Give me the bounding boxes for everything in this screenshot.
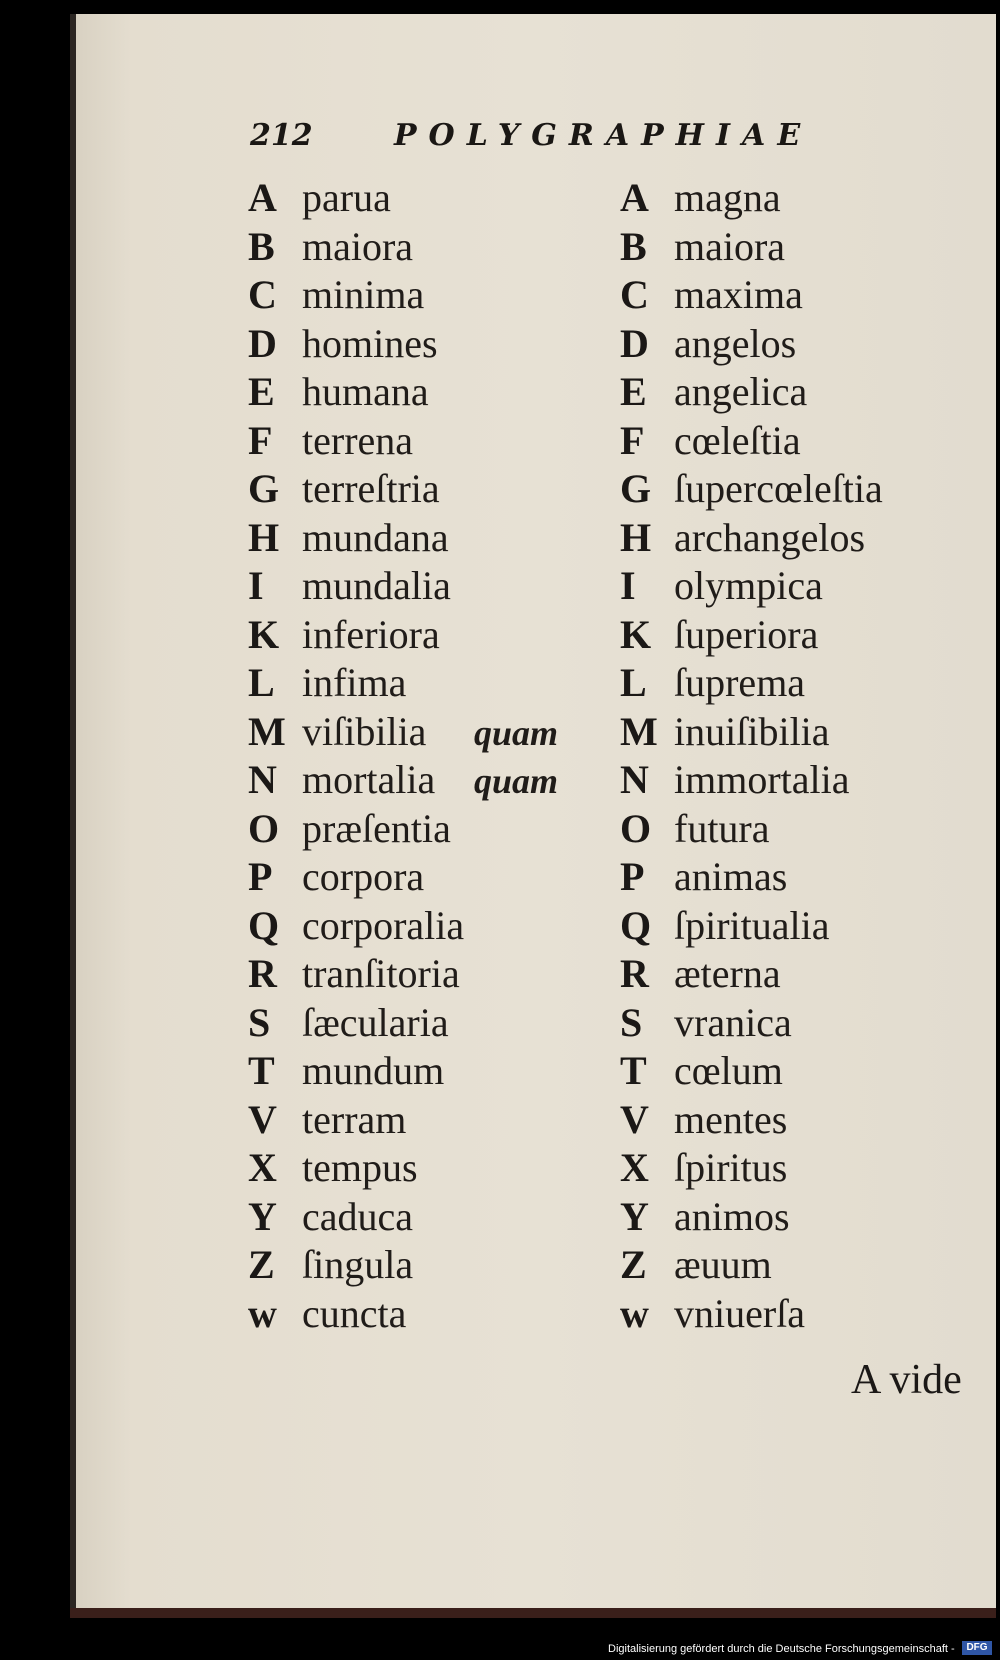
cipher-word: archangelos: [674, 514, 866, 560]
book-page: [70, 14, 996, 1614]
cipher-word: viſibilia: [302, 708, 427, 754]
cipher-letter: w: [620, 1290, 649, 1336]
cipher-letter: A: [620, 175, 649, 220]
cipher-letter: X: [248, 1145, 277, 1190]
page-number: 212: [250, 118, 313, 153]
cipher-word: ſæcularia: [302, 999, 449, 1045]
cipher-word: ſpiritualia: [674, 902, 830, 948]
cipher-word: animas: [674, 854, 788, 899]
cipher-letter: I: [620, 563, 636, 608]
cipher-letter: K: [248, 611, 280, 657]
cipher-word: vniuerſa: [674, 1290, 806, 1336]
cipher-letter: D: [248, 320, 277, 366]
cipher-word: terram: [302, 1096, 407, 1142]
cipher-word: angelica: [674, 369, 808, 414]
cipher-letter: B: [248, 223, 275, 269]
cipher-word: inferiora: [302, 611, 440, 657]
cipher-letter: H: [248, 514, 280, 560]
cipher-letter: T: [248, 1048, 275, 1093]
cipher-word: maiora: [674, 223, 786, 269]
cipher-letter: Q: [620, 902, 652, 948]
page-header: [76, 112, 1000, 154]
cipher-word: corporalia: [302, 902, 465, 948]
cipher-letter: N: [248, 757, 277, 802]
page-bottom-edge: [70, 1608, 996, 1618]
cipher-letter: A: [248, 175, 277, 220]
cipher-word: cœleſtia: [674, 417, 801, 463]
cipher-letter: N: [620, 757, 649, 802]
cipher-word: olympica: [674, 563, 823, 608]
cipher-letter: B: [620, 223, 647, 269]
cipher-letter: C: [620, 272, 649, 317]
cipher-letter: Z: [248, 1242, 275, 1287]
cipher-word: mundalia: [302, 563, 451, 608]
cipher-word: ſupercœleſtia: [674, 466, 883, 511]
cipher-word: vranica: [674, 999, 792, 1045]
cipher-letter: M: [248, 708, 286, 754]
cipher-letter: L: [248, 660, 275, 705]
cipher-word: mundana: [302, 514, 449, 560]
cipher-letter: L: [620, 660, 647, 705]
cipher-word: animos: [674, 1193, 790, 1239]
cipher-letter: Z: [620, 1242, 647, 1287]
cipher-word: maxima: [674, 272, 803, 317]
cipher-word: tranſitoria: [302, 951, 460, 996]
cipher-word: ſingula: [302, 1242, 414, 1287]
cipher-word: minima: [302, 272, 425, 317]
cipher-letter: O: [620, 805, 652, 851]
cipher-letter: P: [620, 854, 645, 899]
cipher-letter: R: [248, 951, 277, 996]
cipher-letter: Y: [248, 1193, 277, 1239]
cipher-word: terreſtria: [302, 466, 440, 511]
cipher-word: mortalia: [302, 757, 436, 802]
cipher-word: cœlum: [674, 1048, 783, 1093]
cipher-letter: V: [620, 1096, 649, 1142]
cipher-word: magna: [674, 175, 781, 220]
cipher-word: ſpiritus: [674, 1145, 788, 1190]
cipher-word: cuncta: [302, 1290, 407, 1336]
cipher-letter: E: [620, 369, 647, 414]
cipher-word: caduca: [302, 1193, 414, 1239]
cipher-letter: G: [248, 466, 280, 511]
cipher-letter: O: [248, 805, 280, 851]
cipher-word: infima: [302, 660, 407, 705]
cipher-letter: X: [620, 1145, 649, 1190]
cipher-word: humana: [302, 369, 429, 414]
connector-word: quam: [474, 761, 559, 801]
cipher-word: immortalia: [674, 757, 850, 802]
cipher-word: æterna: [674, 951, 781, 996]
cipher-word: ſuperiora: [674, 611, 819, 657]
connector-word: quam: [474, 712, 559, 753]
cipher-letter: Q: [248, 902, 280, 948]
dfg-logo: DFG: [962, 1641, 992, 1655]
cipher-word: mentes: [674, 1096, 788, 1142]
cipher-word: præſentia: [302, 805, 451, 851]
cipher-word: mundum: [302, 1048, 445, 1093]
cipher-letter: S: [248, 999, 271, 1045]
running-title: POLYGRAPHIAE: [394, 118, 813, 153]
cipher-word: ſuprema: [674, 660, 806, 705]
cipher-word: maiora: [302, 223, 414, 269]
cipher-letter: H: [620, 514, 652, 560]
cipher-letter: Y: [620, 1193, 649, 1239]
cipher-word: inuiſibilia: [674, 708, 830, 754]
cipher-word: angelos: [674, 320, 797, 366]
cipher-word: tempus: [302, 1145, 418, 1190]
cipher-letter: T: [620, 1048, 647, 1093]
cipher-word: terrena: [302, 417, 414, 463]
cipher-letter: K: [620, 611, 652, 657]
cipher-word: parua: [302, 175, 391, 220]
catchword: A vide: [851, 1357, 962, 1403]
cipher-word: futura: [674, 805, 770, 851]
cipher-word: homines: [302, 320, 438, 366]
cipher-letter: V: [248, 1096, 277, 1142]
cipher-letter: F: [248, 417, 273, 463]
cipher-letter: M: [620, 708, 658, 754]
cipher-letter: C: [248, 272, 277, 317]
cipher-letter: w: [248, 1290, 277, 1336]
cipher-letter: D: [620, 320, 649, 366]
cipher-letter: E: [248, 369, 275, 414]
cipher-letter: F: [620, 417, 645, 463]
cipher-letter: G: [620, 466, 652, 511]
footer-credit: Digitalisierung gefördert durch die Deutsche Forschungsgemeinschaft -: [608, 1643, 955, 1655]
cipher-word: æuum: [674, 1242, 772, 1287]
cipher-letter: R: [620, 951, 649, 996]
cipher-letter: S: [620, 999, 643, 1045]
cipher-letter: I: [248, 563, 264, 608]
cipher-letter: P: [248, 854, 273, 899]
cipher-word: corpora: [302, 854, 425, 899]
